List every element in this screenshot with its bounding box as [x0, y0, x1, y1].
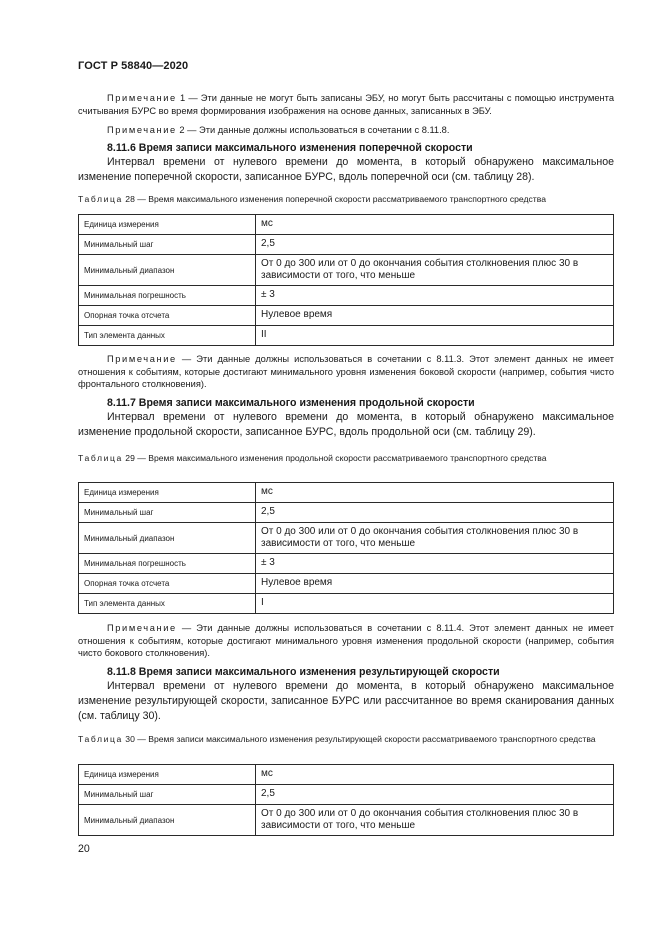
table-caption-text: 29 — Время максимального изменения продольной скорости рассматриваемого транспортного средства: [122, 453, 547, 463]
table-cell-label: Опорная точка отсчета: [79, 306, 256, 326]
section-body-8-11-7: Интервал времени от нулевого времени до момента, в который обнаружено максимальное изменение продольной скорости, записанное БУРС, вдоль продольной оси (см. таблицу 29).: [78, 411, 614, 438]
table-cell-label: Минимальный диапазон: [79, 255, 256, 286]
table-cell-label: Единица измерения: [79, 483, 256, 503]
table-cell-value: Нулевое время: [256, 574, 614, 594]
table-29-note: [78, 622, 614, 660]
table-row: [79, 215, 614, 235]
table-caption-label: Таблица: [78, 734, 123, 744]
table-cell-label: Минимальный диапазон: [79, 805, 256, 836]
section-body-8-11-6: Интервал времени от нулевого времени до момента, в который обнаружено максимальное изменение поперечной скорости, записанное БУРС, вдоль поперечной оси (см. таблицу 28).: [78, 156, 614, 183]
table-cell-label: Минимальный шаг: [79, 785, 256, 805]
table-cell-value: 2,5: [256, 503, 614, 523]
note-text: 2 — Эти данные должны использоваться в сочетании с 8.11.8.: [176, 125, 450, 135]
note-1: [78, 92, 614, 117]
section-heading-8-11-7: 8.11.7 Время записи максимального изменения продольной скорости: [107, 397, 475, 409]
table-cell-value: мс: [256, 483, 614, 503]
table-30: [78, 764, 614, 836]
table-cell-label: Единица измерения: [79, 765, 256, 785]
table-row: [79, 326, 614, 346]
section-heading-8-11-8: 8.11.8 Время записи максимального изменения результирующей скорости: [107, 666, 500, 678]
note-label: Примечание: [107, 623, 177, 633]
table-cell-label: Единица измерения: [79, 215, 256, 235]
section-body-8-11-8: Интервал времени от нулевого времени до момента, в который обнаружено максимальное изменение результирующей скорости, записанное БУРС или рассчитанное во время сканирования данных (см. таблицу 30).: [78, 680, 614, 722]
table-cell-value: II: [256, 326, 614, 346]
table-cell-label: Опорная точка отсчета: [79, 574, 256, 594]
table-29-caption: [78, 452, 614, 464]
table-cell-value: I: [256, 594, 614, 614]
note-text: 1 — Эти данные не могут быть записаны ЭБУ, но могут быть рассчитаны с помощью инструмента считывания БУРС во время формирования изображения на основе данных, записанных в ЭБУ.: [78, 93, 614, 116]
table-row: [79, 765, 614, 785]
table-caption-text: 28 — Время максимального изменения поперечной скорости рассматриваемого транспортного средства: [122, 194, 546, 204]
table-caption-label: Таблица: [78, 453, 123, 463]
table-cell-label: Минимальный шаг: [79, 503, 256, 523]
table-row: [79, 805, 614, 836]
table-cell-value: 2,5: [256, 785, 614, 805]
note-label: Примечание: [107, 125, 177, 135]
section-heading-8-11-6: 8.11.6 Время записи максимального изменения поперечной скорости: [107, 142, 473, 154]
note-label: Примечание: [107, 93, 177, 103]
table-row: [79, 785, 614, 805]
table-cell-value: мс: [256, 765, 614, 785]
table-cell-value: 2,5: [256, 235, 614, 255]
table-row: [79, 483, 614, 503]
table-caption-text: 30 — Время записи максимального изменения результирующей скорости рассматриваемого транспортного средства: [122, 734, 596, 744]
table-cell-value: ± 3: [256, 286, 614, 306]
table-cell-label: Тип элемента данных: [79, 594, 256, 614]
table-cell-label: Минимальный шаг: [79, 235, 256, 255]
table-row: [79, 594, 614, 614]
note-label: Примечание: [107, 354, 177, 364]
table-28-caption: [78, 193, 614, 205]
table-cell-value: Нулевое время: [256, 306, 614, 326]
table-cell-value: От 0 до 300 или от 0 до окончания события столкновения плюс 30 в зависимости от того, что меньше: [256, 805, 614, 836]
table-row: [79, 523, 614, 554]
table-caption-label: Таблица: [78, 194, 123, 204]
table-cell-value: ± 3: [256, 554, 614, 574]
table-cell-label: Тип элемента данных: [79, 326, 256, 346]
table-28-note: [78, 353, 614, 391]
table-29: [78, 482, 614, 614]
table-cell-label: Минимальная погрешность: [79, 554, 256, 574]
table-row: [79, 235, 614, 255]
note-2: [78, 124, 614, 137]
table-cell-value: От 0 до 300 или от 0 до окончания события столкновения плюс 30 в зависимости от того, что меньше: [256, 523, 614, 554]
table-row: [79, 554, 614, 574]
table-row: [79, 574, 614, 594]
table-28: [78, 214, 614, 346]
note-text: — Эти данные должны использоваться в сочетании с 8.11.3. Этот элемент данных не имеет отношения к событиям, которые достигают минимального уровня изменения боковой скорости (например, события чисто фронтального столкновения).: [78, 354, 614, 390]
table-cell-label: Минимальный диапазон: [79, 523, 256, 554]
table-cell-label: Минимальная погрешность: [79, 286, 256, 306]
document-header: ГОСТ Р 58840—2020: [78, 60, 189, 72]
table-cell-value: От 0 до 300 или от 0 до окончания события столкновения плюс 30 в зависимости от того, что меньше: [256, 255, 614, 286]
table-row: [79, 286, 614, 306]
table-row: [79, 255, 614, 286]
table-row: [79, 503, 614, 523]
table-30-caption: [78, 733, 614, 745]
note-text: — Эти данные должны использоваться в сочетании с 8.11.4. Этот элемент данных не имеет отношения к событиям, которые достигают минимального уровня изменения продольной скорости (например, события чисто бокового столкновения).: [78, 623, 614, 659]
page-number: 20: [78, 843, 90, 855]
table-row: [79, 306, 614, 326]
table-cell-value: мс: [256, 215, 614, 235]
